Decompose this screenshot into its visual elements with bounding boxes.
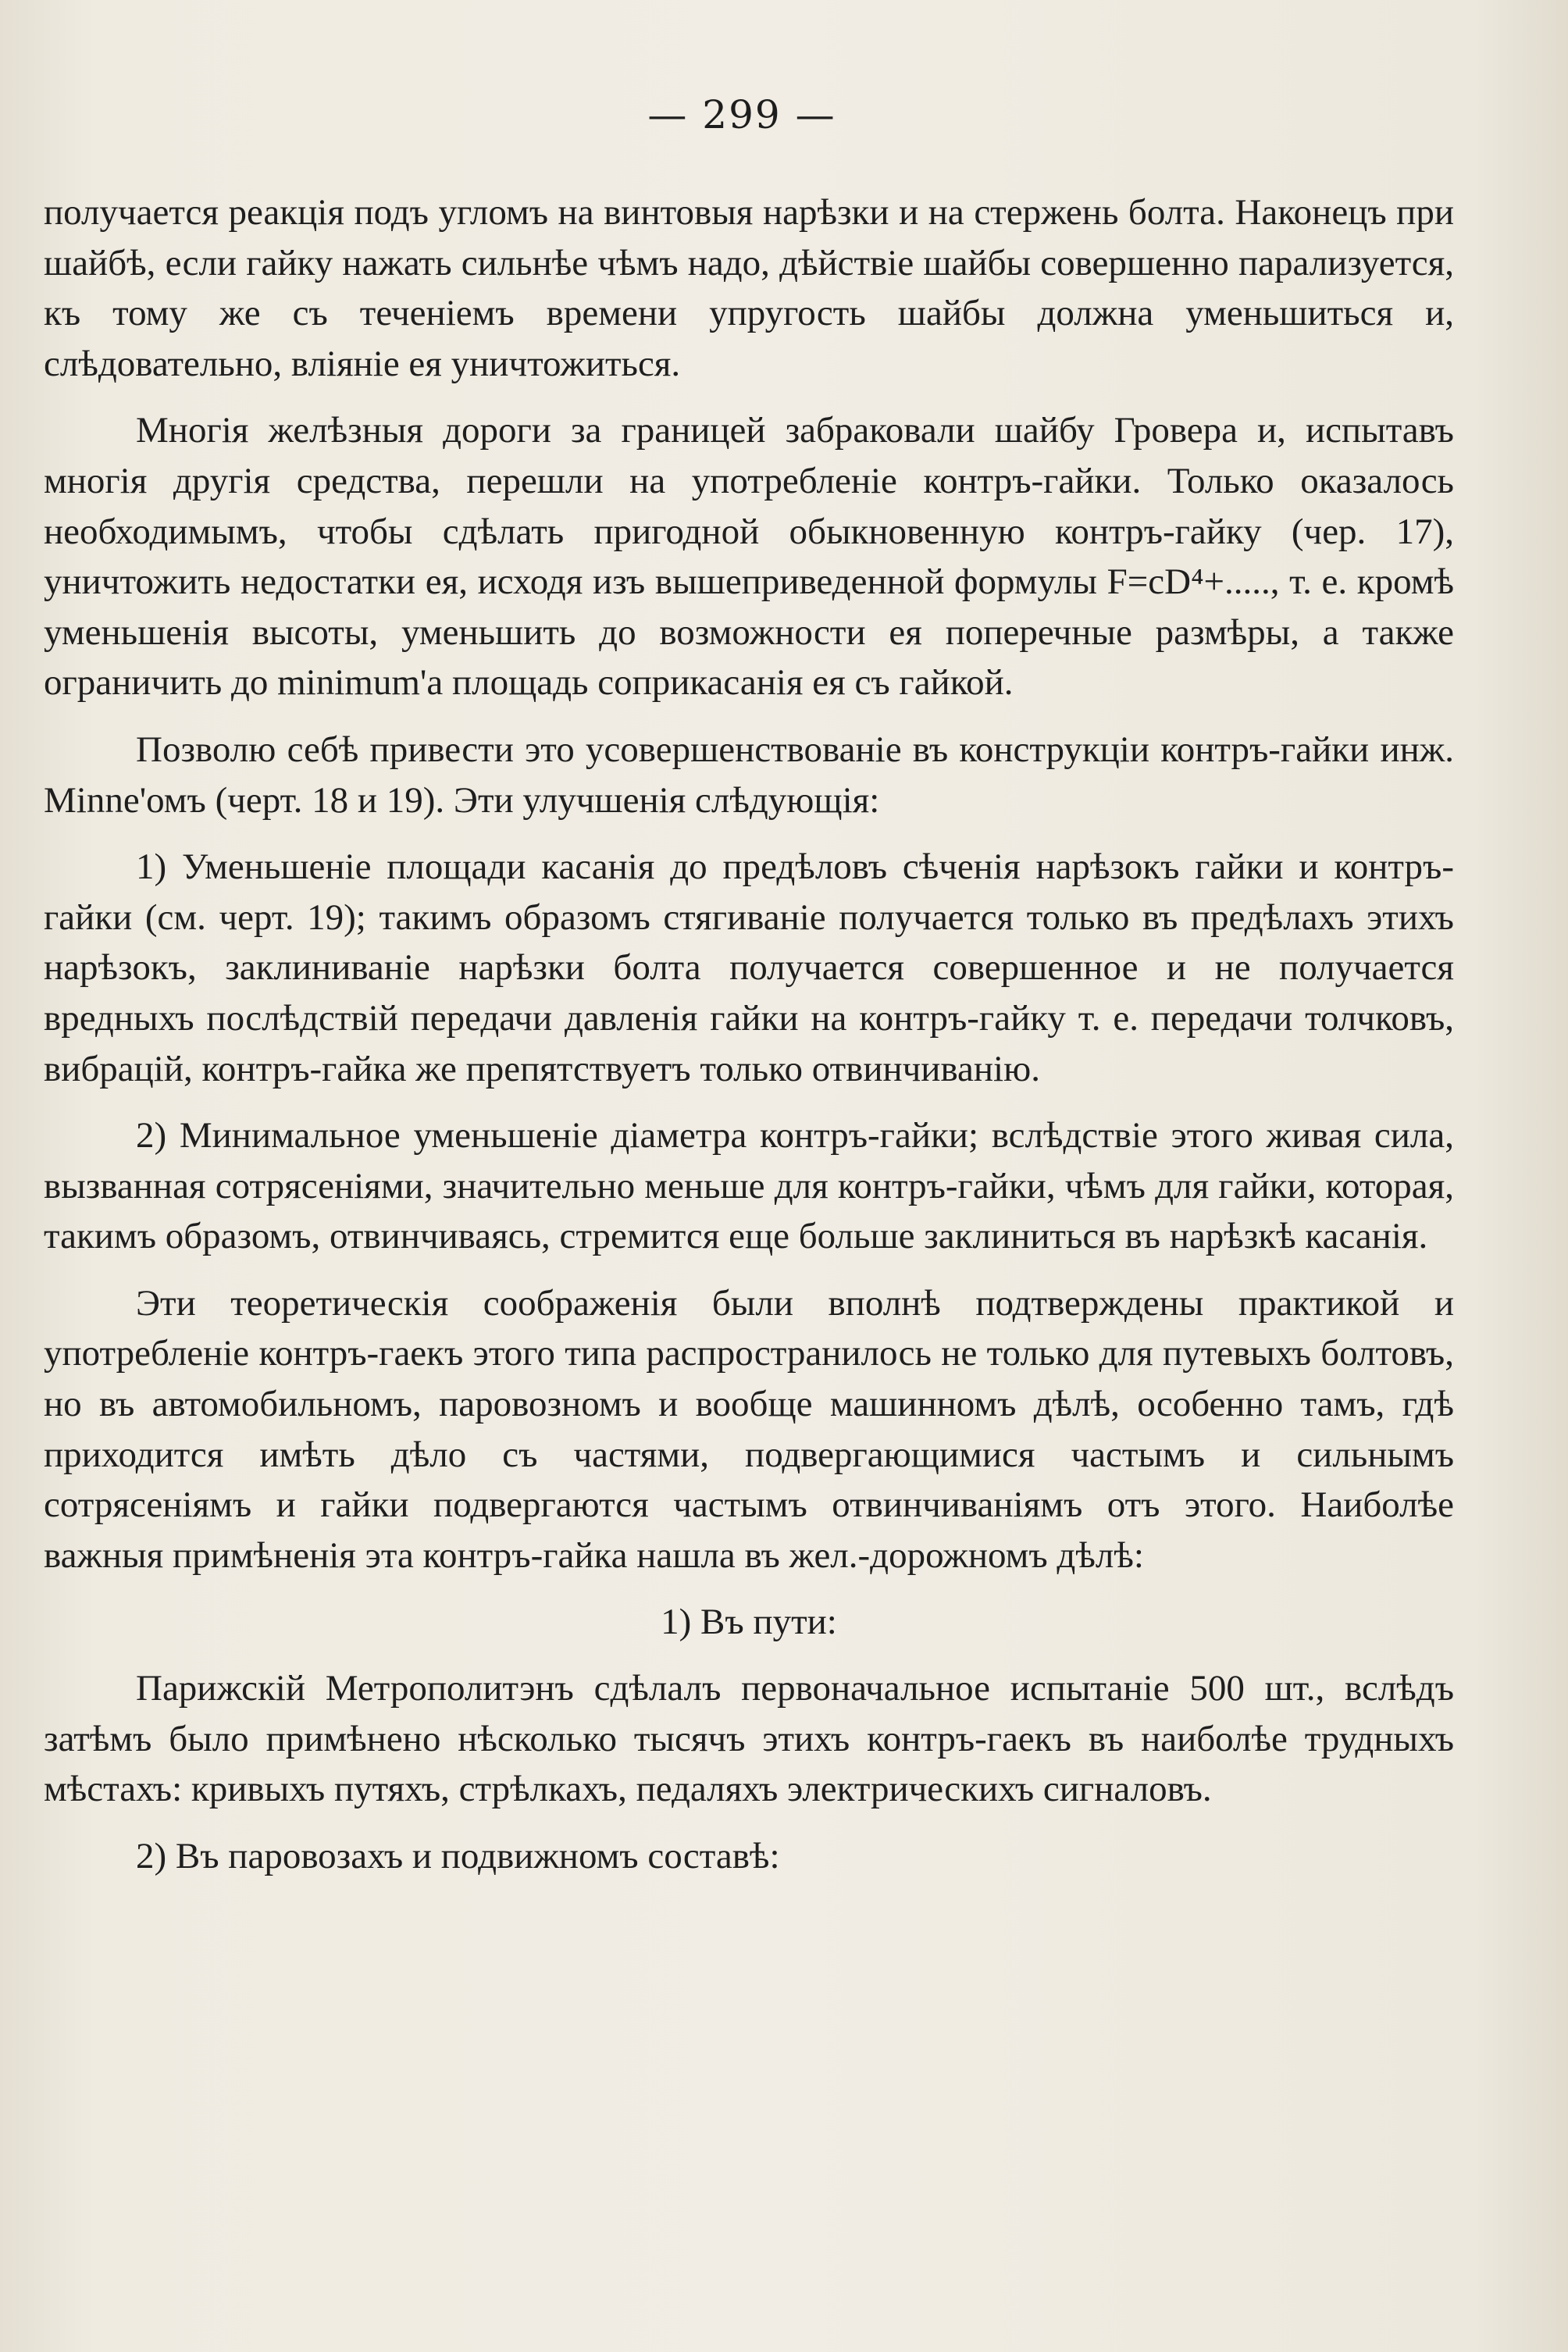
paragraph-1: получается реакція подъ угломъ на винтовыя нарѣзки и на стержень болта. Наконецъ при шайбѣ, если гайку нажать сильнѣе чѣмъ надо, дѣйствіе шайбы совершенно парализуется, къ тому же съ теченіемъ времени упругость шайбы должна уменьшиться и, слѣдовательно, вліяніе ея уничтожиться. — [44, 192, 1454, 384]
body-text — [44, 187, 1454, 1898]
paragraph-2: Многія желѣзныя дороги за границей забраковали шайбу Гровера и, испытавъ многія другія средства, перешли на употребленіе контръ-гайки. Только оказалось необходимымъ, чтобы сдѣлать пригодной обыкновенную контръ-гайку (чер. 17), уничтожить недостатки ея, исходя изъ вышеприведенной формулы F=cD⁴+....., т. е. кромѣ уменьшенія высоты, уменьшить до возможности ея поперечные размѣры, а также ограничить до minimum'а площадь соприкасанія ея съ гайкой. — [44, 410, 1454, 704]
paragraph-7: Парижскій Метрополитэнъ сдѣлалъ первоначальное испытаніе 500 шт., вслѣдъ затѣмъ было примѣнено нѣсколько тысячъ этихъ контръ-гаекъ въ наиболѣе трудныхъ мѣстахъ: кривыхъ путяхъ, стрѣлкахъ, педаляхъ электрическихъ сигналовъ. — [44, 1668, 1454, 1810]
paragraph-4: 1) Уменьшеніе площади касанія до предѣловъ сѣченія нарѣзокъ гайки и контръ-гайки (см. черт. 19); такимъ образомъ стягиваніе получается только въ предѣлахъ этихъ нарѣзокъ, заклиниваніе нарѣзки болта получается совершенное и не получается вредныхъ послѣдствій передачи давленія гайки на контръ-гайку т. е. передачи толчковъ, вибрацій, контръ-гайка же препятствуетъ только отвинчиванію. — [44, 846, 1454, 1089]
page-number: — 299 — — [647, 92, 836, 137]
paragraph-5: 2) Минимальное уменьшеніе діаметра контръ-гайки; вслѣдствіе этого живая сила, вызванная сотрясеніями, значительно меньше для контръ-гайки, чѣмъ для гайки, которая, такимъ образомъ, отвинчиваясь, стремится еще больше заклиниться въ нарѣзкѣ касанія. — [44, 1115, 1454, 1257]
section-subheading: 1) Въ пути: — [661, 1602, 837, 1643]
paragraph-3: Позволю себѣ привести это усовершенствованіе въ конструкціи контръ-гайки инж. Minne'омъ (черт. 18 и 19). Эти улучшенія слѣдующія: — [44, 729, 1454, 821]
paragraph-8: 2) Въ паровозахъ и подвижномъ составѣ: — [136, 1835, 780, 1876]
paragraph-6: Эти теоретическія соображенія были вполнѣ подтверждены практикой и употребленіе контръ-гаекъ этого типа распространилось не только для путевыхъ болтовъ, но въ автомобильномъ, паровозномъ и вообще машинномъ дѣлѣ, особенно тамъ, гдѣ приходится имѣть дѣло съ частями, подвергающимися частымъ и сильнымъ сотрясеніямъ и гайки подвергаются частымъ отвинчиваніямъ отъ этого. Наиболѣе важныя примѣненія эта контръ-гайка нашла въ жел.-дорожномъ дѣлѣ: — [44, 1282, 1454, 1576]
